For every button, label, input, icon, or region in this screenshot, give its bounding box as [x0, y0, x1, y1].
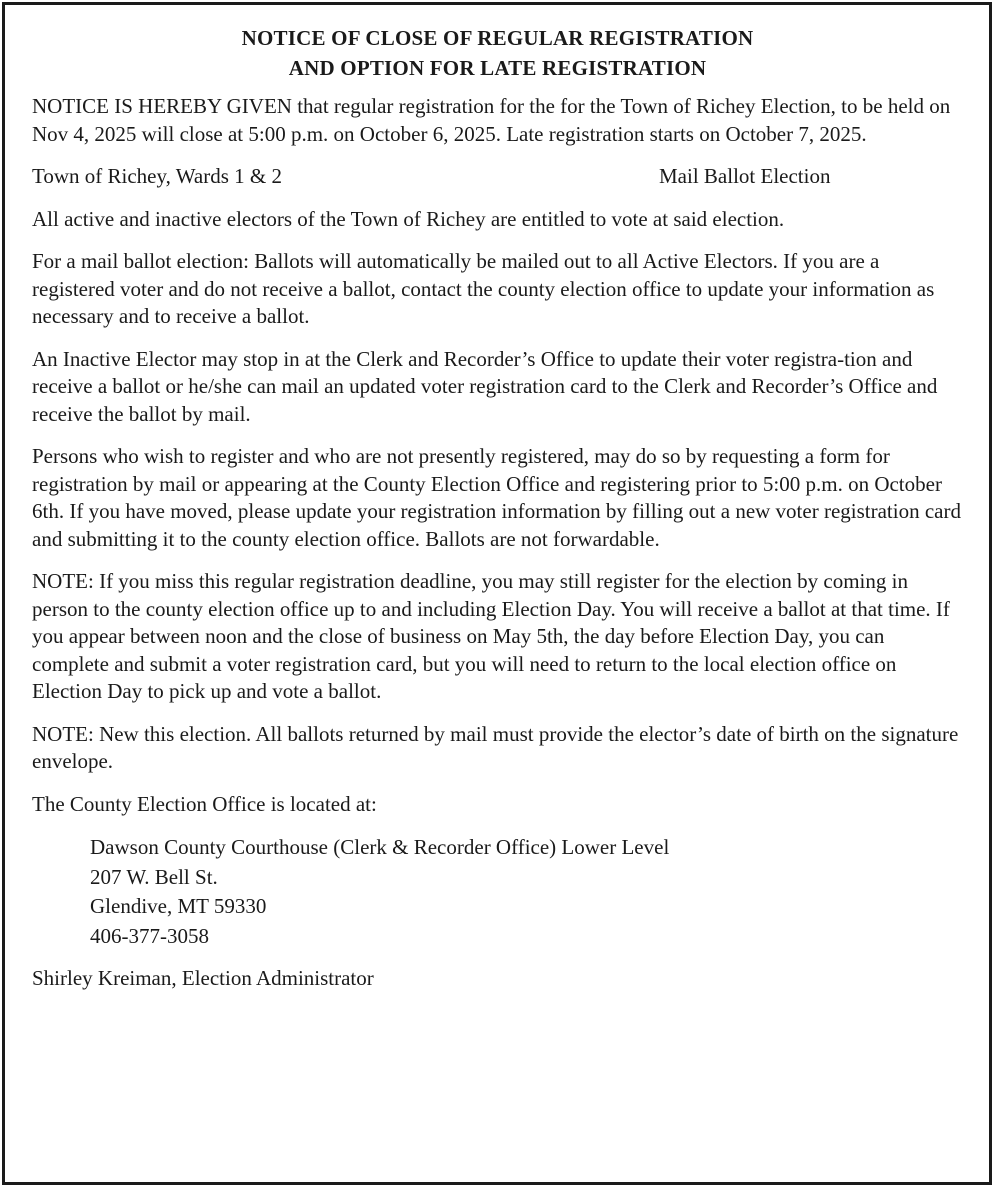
address-line-1: Dawson County Courthouse (Clerk & Recorder Office) Lower Level: [90, 835, 670, 859]
eligibility-paragraph: All active and inactive electors of the Town of Richey are entitled to vote at said election.: [32, 206, 785, 231]
intro-paragraph: NOTICE IS HEREBY GIVEN that regular registration for the for the Town of Richey Election, to be held on Nov 4, 2025 will close at 5:00 p.m. on October 6, 2025. Late registration starts on October 7, 2025.: [32, 94, 951, 146]
address-line-3: Glendive, MT 59330: [90, 894, 267, 918]
date-of-birth-note: NOTE: New this election. All ballots returned by mail must provide the elector’s date of birth on the signature envelope.: [32, 721, 959, 773]
notice-title: [32, 23, 963, 83]
election-type: Mail Ballot Election: [659, 164, 831, 188]
registration-paragraph: Persons who wish to register and who are not presently registered, may do so by requesting a form for registration by mail or appearing at the County Election Office and registering prior to 5:00 p.m. on October 6th. If you have moved, please update your registration information by filling out a new voter registration card and submitting it to the county election office. Ballots are not forwardable.: [32, 444, 961, 551]
signature-line: Shirley Kreiman, Election Administrator: [32, 966, 374, 990]
office-address: [90, 833, 963, 951]
election-location: Town of Richey, Wards 1 & 2: [32, 164, 282, 188]
legal-notice: [2, 2, 992, 1185]
late-registration-note: NOTE: If you miss this regular registration deadline, you may still register for the election by coming in person to the county election office up to and including Election Day. You will receive a ballot at that time. If you appear between noon and the close of business on May 5th, the day before Election Day, you can complete and submit a voter registration card, but you will need to return to the local election office on Election Day to pick up and vote a ballot.: [32, 569, 950, 703]
office-phone: 406-377-3058: [90, 923, 209, 948]
office-intro: The County Election Office is located at:: [32, 791, 377, 816]
address-line-2: 207 W. Bell St.: [90, 864, 218, 889]
notice-title-line-2: AND OPTION FOR LATE REGISTRATION: [288, 56, 707, 80]
inactive-elector-paragraph: An Inactive Elector may stop in at the Clerk and Recorder’s Office to update their voter registra-tion and receive a ballot or he/she can mail an updated voter registration card to the Clerk and Recorder’s Office and receive the ballot by mail.: [32, 346, 938, 426]
mail-ballot-paragraph: For a mail ballot election: Ballots will automatically be mailed out to all Active Electors. If you are a registered voter and do not receive a ballot, contact the county election office to update your information as necessary and to receive a ballot.: [32, 249, 935, 328]
election-info-row: [32, 163, 963, 191]
notice-title-line-1: NOTICE OF CLOSE OF REGULAR REGISTRATION: [241, 26, 754, 50]
